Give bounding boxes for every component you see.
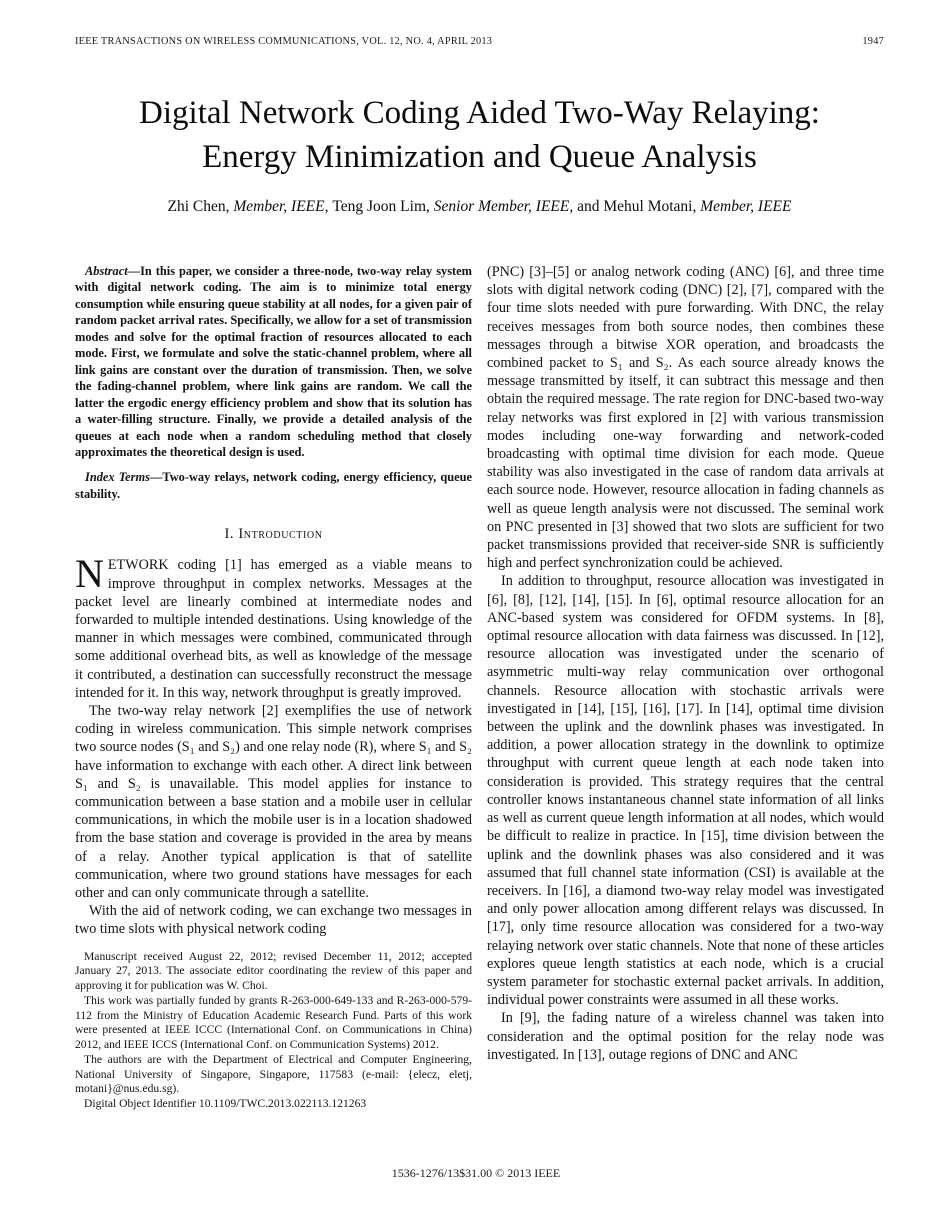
right-paragraph-1: (PNC) [3]–[5] or analog network coding (ANC) [6], and three time slots with digital network coding (DNC) [2], [7], compared with the four time slots needed with pure forwarding. With DNC, the relay receives messages from both source nodes, then combines these messages through a bitwise XOR operation, and broadcasts the combined packet to S₁ and S₂. As each source already knows the message transmitted by itself, it can subtract this message and then obtain the required message. The rate region for DNC-based two-way relay networks was first explored in [2] with various transmission modes including one-way forwarding and network-coded broadcasting with optimal time division for each mode. Queue stability was also investigated in the case of random data arrivals at each source node. However, resource allocation in fading channels as well as queue length analysis were not discussed. The seminal work on PNC presented in [3] showed that two slots are sufficient for two packet transmissions provided that receiver-side SNR is sufficiently high and perfect synchronization could be achieved. xyxy=(487,264,884,572)
footnote-affiliation: The authors are with the Department of Electrical and Computer Engineering, National University of Singapore, Singapore, 117583 (e-mail: {elecz, eletj, motani}@nus.edu.sg). xyxy=(75,1052,472,1096)
footnote-doi: Digital Object Identifier 10.1109/TWC.2013.022113.121263 xyxy=(84,1097,367,1111)
introduction-text xyxy=(75,551,472,938)
right-paragraph-2: In addition to throughput, resource allocation was investigated in [6], [8], [12], [14], [15]. In [6], optimal resource allocation for an ANC-based system was considered for OFDM systems. In [8], optimal resource allocation with data fairness was discussed. In [12], resource allocation was investigated under the scenario of asymmetric multi-way relay communication over orthogonal channels. Resource allocation with stochastic arrivals were investigated in [14], [15], [16], [17]. In [14], optimal time division between the uplink and the downlink phases was investigated. In addition, a power allocation strategy in the downlink to optimize throughput with current queue length at each node taken into consideration is provided. This strategy requires that the central controller knows instantaneous channel state information of all links as well as current queue length information at all nodes, which would be difficult to realize in practice. In [15], time division between the uplink and the downlink phases was also considered and it was assumed that full channel state information (CSI) is available at the receivers. In [16], a diamond two-way relay model was investigated and only power allocation among different relays was discussed. In [17], only time resource allocation was considered for a two-way relaying network over static channels. Note that none of these articles explores queue length statistics at each node, which is a crucial system parameter for stochastic external packet arrivals. In addition, individual power constraints were assumed in all these works. xyxy=(487,573,884,1009)
author-role: Senior Member, IEEE, xyxy=(433,198,578,215)
left-column xyxy=(75,263,472,1112)
paper-title-line2: Energy Minimization and Queue Analysis xyxy=(202,139,757,175)
page-number: 1947 xyxy=(862,36,884,47)
right-paragraph-3: In [9], the fading nature of a wireless channel was taken into consideration and the optimal position for the relay node was investigated. In [13], outage regions of DNC and ANC xyxy=(487,1010,884,1063)
author-name: and Mehul Motani, xyxy=(577,198,701,215)
abstract-paragraph xyxy=(75,263,472,460)
abstract xyxy=(75,263,472,460)
intro-paragraph-3: With the aid of network coding, we can exchange two messages in two time slots with physical network coding xyxy=(75,903,472,938)
author-name: Zhi Chen, xyxy=(167,198,234,215)
abstract-label: Abstract— xyxy=(85,264,141,278)
footnote-funding: This work was partially funded by grants R-263-000-649-133 and R-263-000-579-112 from the Ministry of Education Academic Research Fund. Parts of this work were presented at IEEE ICCC (International Conf. on Communications in China) 2012, and IEEE ICCS (International Conf. on Communication Systems) 2012. xyxy=(75,993,472,1052)
paper-title xyxy=(75,91,884,179)
section-heading-introduction: I. Introduction xyxy=(224,526,323,543)
two-column-body xyxy=(75,263,884,1112)
running-header xyxy=(75,36,884,47)
footer-copyright: 1536-1276/13$31.00 © 2013 IEEE xyxy=(391,1166,561,1180)
right-column xyxy=(487,263,884,1112)
author-role: Member, IEEE xyxy=(700,198,792,215)
intro-paragraph-1-text: ETWORK coding [1] has emerged as a viable means to improve throughput in complex networks. Messages at the packet level are linearly combined at intermediate nodes and forwarded to multiple intended destinations. Using knowledge of the manner in which messages were combined, communicated through some additional overhead bits, as well as knowledge of the message it contributed, a destination can successfully reconstruct the message intended for it. In this way, network throughput is greatly improved. xyxy=(75,557,472,701)
paper-title-line1: Digital Network Coding Aided Two-Way Relaying: xyxy=(139,95,820,131)
intro-paragraph-1 xyxy=(75,551,472,702)
first-page-footnotes xyxy=(75,950,472,1112)
index-terms xyxy=(75,469,472,502)
index-terms-label: Index Terms— xyxy=(85,470,163,485)
dropcap-letter: N xyxy=(75,551,104,597)
abstract-text: In this paper, we consider a three-node, two-way relay system with digital network coding. The aim is to minimize total energy consumption while ensuring queue stability at all nodes, for a given pair of random packet arrival rates. Specifically, we allow for a set of transmission modes and solve for the optimal fraction of resources allocated to each mode. First, we formulate and solve the static-channel problem, where all link gains are constant over the duration of transmission. Then, we solve the fading-channel problem, where link gains are random. We call the latter the ergodic energy efficiency problem and show that its solution has a water-filling structure. Finally, we provide a detailed analysis of the queues at each node when a random scheduling method that closely approximates the theoretical design is used. xyxy=(75,264,472,459)
journal-header-text: IEEE TRANSACTIONS ON WIRELESS COMMUNICATIONS, VOL. 12, NO. 4, APRIL 2013 xyxy=(75,36,493,47)
byline xyxy=(75,198,884,216)
index-terms-text: Two-way relays, network coding, energy efficiency, queue stability. xyxy=(75,470,472,501)
author-name: Teng Joon Lim, xyxy=(332,198,434,215)
footnote-manuscript: Manuscript received August 22, 2012; revised December 11, 2012; accepted January 27, 2013. The associate editor coordinating the review of this paper and approving it for publication was W. Choi. xyxy=(75,949,472,993)
intro-paragraph-2: The two-way relay network [2] exemplifies the use of network coding in wireless communication. This simple network comprises two source nodes (S₁ and S₂) and one relay node (R), where S₁ and S₂ have information to exchange with each other. A direct link between S₁ and S₂ is unavailable. This model applies for instance to communication between a base station and a mobile user in cellular communications, in which the mobile user is in a location shadowed from the base station and coverage is provided in the area by means of a relay. Another typical application is that of satellite communication, where two ground stations have messages for each other and can only communicate through a satellite. xyxy=(75,702,472,901)
author-role: Member, IEEE, xyxy=(233,198,333,215)
index-terms-paragraph xyxy=(75,469,472,502)
